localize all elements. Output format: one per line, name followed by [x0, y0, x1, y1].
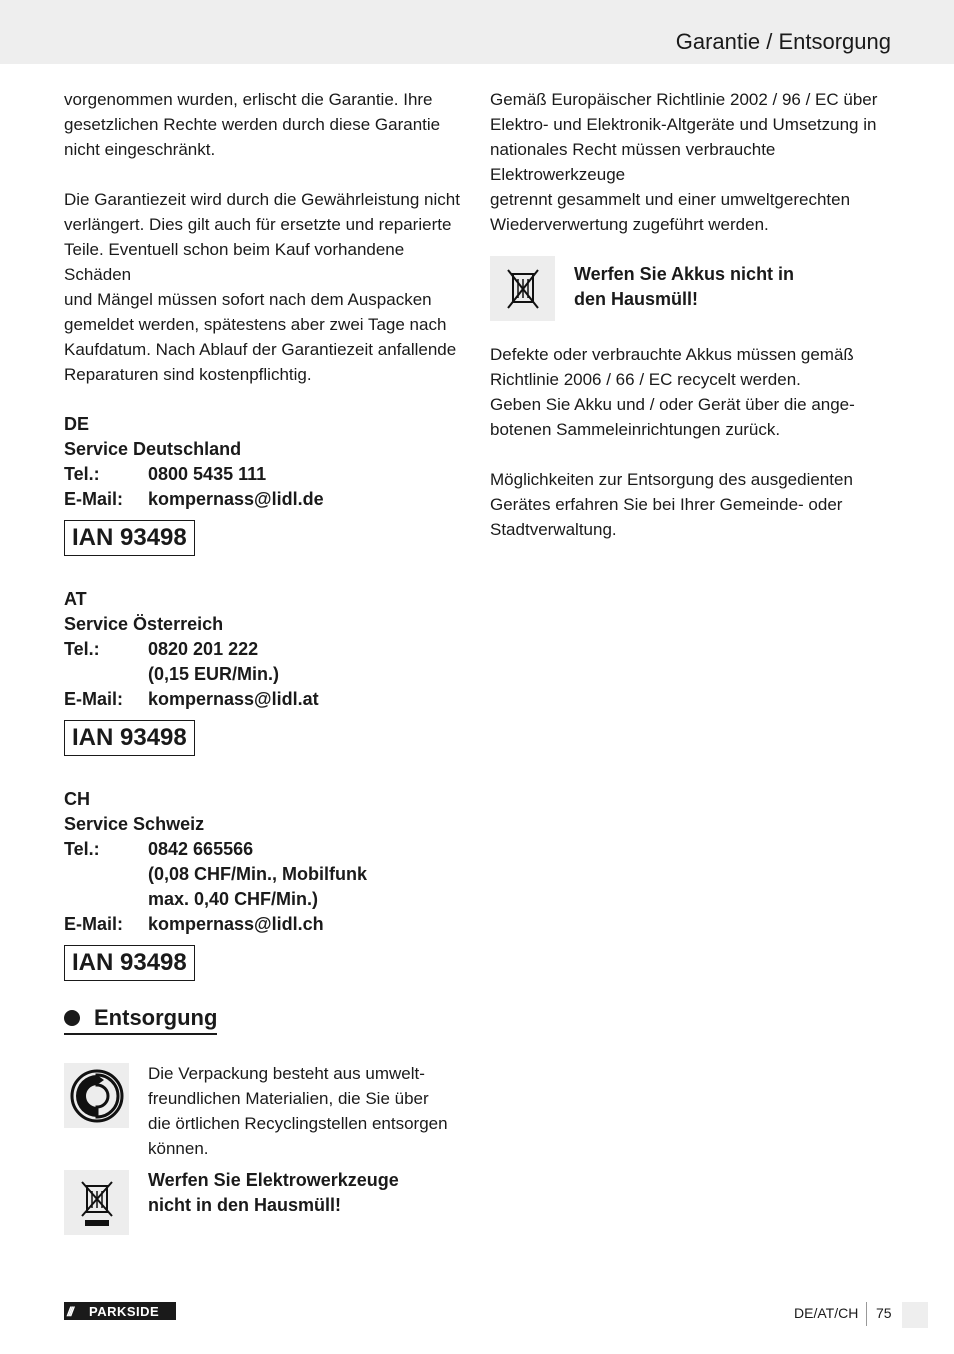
text-line: Richtlinie 2006 / 66 / EC recycelt werden.: [490, 370, 801, 389]
email-address: kompernass@lidl.de: [148, 489, 324, 509]
text-line: nicht eingeschränkt.: [64, 140, 216, 159]
warranty-paragraph-2: [64, 187, 469, 387]
tools-disposal-warning: [64, 1170, 469, 1235]
crossed-out-wheelie-bin-icon: [64, 1170, 129, 1235]
disposal-heading: [64, 1005, 217, 1035]
text-line: Werfen Sie Elektrowerkzeuge: [148, 1170, 399, 1190]
text-line: Geben Sie Akku und / oder Gerät über die ange-: [490, 395, 855, 414]
text-line: Reparaturen sind kostenpflichtig.: [64, 365, 312, 384]
tel-rate-mobile: max. 0,40 CHF/Min.): [148, 889, 319, 909]
service-name: Service Deutschland: [64, 439, 242, 459]
email-label: E-Mail:: [64, 914, 124, 934]
country-code: DE: [64, 414, 90, 434]
text-line: gesetzlichen Rechte werden durch diese Garantie: [64, 115, 441, 134]
tel-number: 0820 201 222: [148, 639, 259, 659]
footer-divider: [866, 1302, 867, 1326]
tel-label: Tel.:: [64, 464, 100, 484]
ian-box: IAN 93498: [64, 520, 195, 556]
green-dot-recycling-icon: [64, 1063, 129, 1128]
service-block-ch: [64, 787, 469, 937]
email-label: E-Mail:: [64, 489, 124, 509]
battery-warning-text: [574, 262, 902, 312]
tel-label: Tel.:: [64, 839, 100, 859]
email-label: E-Mail:: [64, 689, 124, 709]
battery-paragraph: [490, 342, 902, 442]
text-line: Teile. Eventuell schon beim Kauf vorhandene Schäden: [64, 240, 405, 284]
packaging-text: [148, 1061, 469, 1161]
text-line: getrennt gesammelt und einer umweltgerechten: [490, 190, 851, 209]
text-line: Die Verpackung besteht aus umwelt-: [148, 1064, 425, 1083]
tel-rate: (0,08 CHF/Min., Mobilfunk: [148, 864, 367, 884]
text-line: Die Garantiezeit wird durch die Gewährleistung nicht: [64, 190, 460, 209]
text-line: nationales Recht müssen verbrauchte Elektrowerkzeuge: [490, 140, 776, 184]
text-line: Defekte oder verbrauchte Akkus müssen gemäß: [490, 345, 854, 364]
page-header: [0, 0, 954, 64]
text-line: können.: [148, 1139, 209, 1158]
battery-disposal-warning: [490, 256, 902, 321]
text-line: Gemäß Europäischer Richtlinie 2002 / 96 / EC über: [490, 90, 878, 109]
text-line: nicht in den Hausmüll!: [148, 1195, 342, 1215]
country-code: AT: [64, 589, 87, 609]
text-line: Kaufdatum. Nach Ablauf der Garantiezeit anfallende: [64, 340, 457, 359]
page-title: Garantie / Entsorgung: [675, 29, 891, 54]
warranty-paragraph-1: [64, 87, 469, 162]
service-block-de: [64, 412, 469, 512]
tel-number: 0800 5435 111: [148, 464, 267, 484]
parkside-logo: [64, 1302, 176, 1320]
packaging-notice: [64, 1063, 469, 1161]
weee-paragraph: [490, 87, 902, 237]
bullet-icon: [64, 1010, 80, 1026]
text-line: Wiederverwertung zugeführt werden.: [490, 215, 769, 234]
text-line: vorgenommen wurden, erlischt die Garantie. Ihre: [64, 90, 433, 109]
service-name: Service Österreich: [64, 614, 224, 634]
text-line: Möglichkeiten zur Entsorgung des ausgedienten: [490, 470, 853, 489]
text-line: freundlichen Materialien, die Sie über: [148, 1089, 429, 1108]
text-line: und Mängel müssen sofort nach dem Auspacken: [64, 290, 432, 309]
crossed-out-wheelie-bin-icon: [490, 256, 555, 321]
page-tab-marker: [902, 1302, 928, 1328]
text-line: botenen Sammeleinrichtungen zurück.: [490, 420, 781, 439]
text-line: verlängert. Dies gilt auch für ersetzte und reparierte: [64, 215, 452, 234]
text-line: Elektro- und Elektronik-Altgeräte und Umsetzung in: [490, 115, 877, 134]
email-address: kompernass@lidl.at: [148, 689, 319, 709]
logo-stripes: ///: [67, 1303, 72, 1319]
tools-warning-text: [148, 1168, 469, 1218]
service-name: Service Schweiz: [64, 814, 205, 834]
footer-region: DE/AT/CH: [794, 1305, 859, 1321]
left-column: [64, 87, 469, 1235]
service-block-at: [64, 587, 469, 712]
municipal-paragraph: [490, 467, 902, 542]
tel-number: 0842 665566: [148, 839, 254, 859]
text-line: den Hausmüll!: [574, 289, 699, 309]
text-line: die örtlichen Recyclingstellen entsorgen: [148, 1114, 448, 1133]
text-line: Gerätes erfahren Sie bei Ihrer Gemeinde- oder: [490, 495, 843, 514]
tel-label: Tel.:: [64, 639, 100, 659]
ian-box: IAN 93498: [64, 720, 195, 756]
disposal-heading-text: Entsorgung: [94, 1005, 218, 1030]
tel-rate: (0,15 EUR/Min.): [148, 664, 280, 684]
country-code: CH: [64, 789, 90, 809]
ian-box: IAN 93498: [64, 945, 195, 981]
logo-brand: PARKSIDE: [89, 1303, 160, 1319]
page-number: 75: [876, 1305, 892, 1321]
text-line: Stadtverwaltung.: [490, 520, 617, 539]
text-line: gemeldet werden, spätestens aber zwei Tage nach: [64, 315, 447, 334]
email-address: kompernass@lidl.ch: [148, 914, 324, 934]
text-line: Werfen Sie Akkus nicht in: [574, 264, 795, 284]
right-column: [490, 87, 902, 542]
